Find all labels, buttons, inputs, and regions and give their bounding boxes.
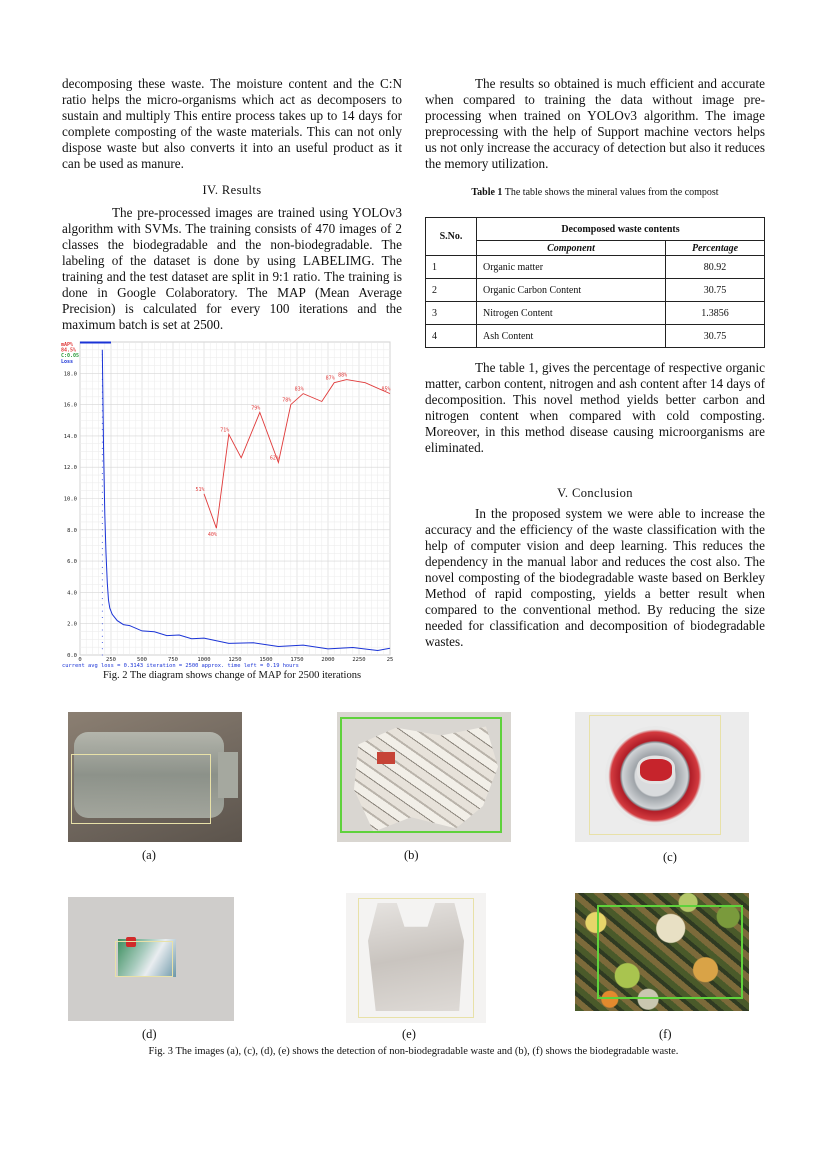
y-tick-label: 8.0: [67, 527, 77, 534]
map-data-label: 71%: [220, 427, 230, 434]
detection-box: [71, 754, 211, 824]
loss-dot: [102, 385, 103, 386]
loss-dot: [102, 586, 103, 587]
loss-dot: [102, 573, 103, 574]
row-component: Ash Content: [477, 325, 666, 348]
x-tick-label: 1750: [290, 657, 304, 663]
left-paragraph-2: The pre-processed images are trained using YOLOv3 algorithm with SVMs. The training consists of 470 images of 2 classes the biodegradable and the non-biodegradable. The labeling of the dataset is done by using LABELIMG. The training and the test dataset are split in 9:1 ratio. The training is done in Google Colaboratory. The MAP (Mean Average Precision) is calculated for every 100 iterations and the maximum batch is set at 2500.: [62, 205, 402, 332]
detection-box: [589, 715, 721, 835]
map-data-label: 87%: [325, 375, 335, 382]
row-component: Organic matter: [477, 256, 666, 279]
x-tick-label: 0: [78, 657, 82, 663]
map-data-label: 88%: [338, 372, 348, 379]
detection-box: [115, 941, 173, 977]
chart-footer: current avg loss = 0.3143 iteration = 2500 approx. time left = 0.19 hours: [62, 663, 299, 669]
loss-dot: [102, 479, 103, 480]
component-header: Component: [477, 241, 666, 256]
x-tick-label: 1500: [259, 657, 273, 663]
map-data-label: 40%: [207, 532, 217, 539]
photo-b-newspaper: [337, 712, 511, 842]
map-loss-chart: [60, 339, 392, 671]
loss-dot: [102, 492, 103, 493]
y-tick-label: 14.0: [63, 433, 77, 440]
x-tick-label: 2250: [352, 657, 366, 663]
loss-dot: [102, 442, 103, 443]
loss-dot: [102, 448, 103, 449]
loss-dot: [102, 642, 103, 643]
y-tick-label: 2.0: [67, 621, 77, 628]
legend-entry: C:0.05: [61, 353, 80, 360]
row-percentage: 30.75: [666, 325, 765, 348]
loss-dot: [102, 354, 103, 355]
loss-dot: [102, 623, 103, 624]
row-sno: 2: [426, 279, 477, 302]
chart-svg: [60, 339, 392, 671]
x-tick-label: 25: [386, 657, 394, 663]
right-paragraph-1: The results so obtained is much efficient and accurate when compared to training the data without image pre-processing when trained on YOLOv3 algorithm. The image preprocessing with the help of Support machine vectors helps us not only increase the accuracy of detection but also it reduces the memory utilization.: [425, 76, 765, 171]
row-percentage: 1.3856: [666, 302, 765, 325]
percentage-header: Percentage: [666, 241, 765, 256]
y-tick-label: 16.0: [63, 402, 77, 409]
loss-dot: [102, 604, 103, 605]
label-c: (c): [663, 850, 677, 864]
right-paragraph-3: In the proposed system we were able to increase the accuracy and the efficiency of the waste classification with the help of computer vision and deep learning. This reduces the dependency in the manual labor and reduces the cost also. The novel composting of the biodegradable waste based on Berkley Method of rapid composting, yields a better result when compared to the conventional method. By reducing the size needed for classification and decomposition of biodegradable wastes.: [425, 506, 765, 649]
loss-dot: [102, 592, 103, 593]
y-tick-label: 18.0: [63, 371, 77, 378]
x-tick-label: 750: [168, 657, 178, 663]
loss-dot: [102, 536, 103, 537]
row-sno: 3: [426, 302, 477, 325]
loss-dot: [102, 410, 103, 411]
fig2-caption: Fig. 2 The diagram shows change of MAP for 2500 iterations: [102, 670, 362, 681]
table-row: [426, 325, 765, 348]
sno-header: S.No.: [426, 218, 477, 256]
loss-dot: [102, 360, 103, 361]
loss-dot: [102, 611, 103, 612]
loss-dot: [102, 367, 103, 368]
table-row: [426, 256, 765, 279]
loss-dot: [102, 529, 103, 530]
right-column-2: [425, 360, 765, 456]
loss-dot: [102, 567, 103, 568]
loss-dot: [102, 523, 103, 524]
loss-dot: [102, 598, 103, 599]
loss-dot: [102, 561, 103, 562]
label-e: (e): [402, 1027, 416, 1041]
map-data-label: 85%: [381, 386, 391, 393]
x-tick-label: 500: [137, 657, 147, 663]
legend-entry: mAP%: [61, 342, 74, 348]
loss-dot: [102, 392, 103, 393]
loss-dot: [102, 404, 103, 405]
fig3-caption: Fig. 3 The images (a), (c), (d), (e) shows the detection of non-biodegradable waste and (b), (f) shows the biodegradable waste.: [148, 1046, 679, 1057]
loss-dot: [102, 454, 103, 455]
conclusion-heading: V. Conclusion: [557, 486, 633, 500]
group-header: Decomposed waste contents: [477, 218, 765, 241]
loss-dot: [102, 423, 103, 424]
loss-dot: [102, 636, 103, 637]
label-d: (d): [142, 1027, 157, 1041]
table-caption-text: The table shows the mineral values from the compost: [504, 187, 719, 198]
photo-e-plastic-bag: [346, 893, 486, 1023]
loss-dot: [102, 498, 103, 499]
row-percentage: 80.92: [666, 256, 765, 279]
table-caption: [425, 187, 765, 198]
map-data-label: 83%: [294, 386, 304, 393]
mineral-table: [425, 217, 765, 348]
loss-dot: [102, 629, 103, 630]
photo-f-food-waste: [575, 893, 749, 1011]
map-data-label: 79%: [251, 405, 261, 412]
left-column: [62, 76, 402, 172]
map-data-label: 62%: [269, 455, 279, 462]
loss-dot: [102, 467, 103, 468]
map-data-label: 78%: [282, 397, 292, 404]
loss-dot: [102, 548, 103, 549]
row-sno: 1: [426, 256, 477, 279]
loss-dot: [102, 460, 103, 461]
loss-dot: [102, 554, 103, 555]
label-f: (f): [659, 1027, 672, 1041]
legend-entry: Loss: [61, 358, 74, 365]
loss-dot: [102, 504, 103, 505]
right-paragraph-2: The table 1, gives the percentage of respective organic matter, carbon content, nitrogen and ash content after 14 days of decomposition. This novel method yields better carbon and nitrogen content when compared with cold composting. Moreover, in this method disease causing microorganisms are eliminated.: [425, 360, 765, 455]
loss-dot: [102, 429, 103, 430]
detection-box: [358, 898, 474, 1018]
photo-c-can: [575, 712, 749, 842]
mineral-table-wrap: [425, 217, 765, 348]
right-column: [425, 76, 765, 172]
bottle-neck: [218, 752, 238, 798]
loss-dot: [102, 485, 103, 486]
x-tick-label: 1250: [228, 657, 242, 663]
row-component: Organic Carbon Content: [477, 279, 666, 302]
loss-dot: [102, 579, 103, 580]
results-heading: IV. Results: [202, 183, 262, 197]
map-data-label: 51%: [195, 486, 205, 493]
loss-dot: [102, 373, 103, 374]
photo-a-glass-bottle: [68, 712, 242, 842]
y-tick-label: 4.0: [67, 590, 77, 597]
table-caption-label: Table 1: [471, 187, 503, 198]
loss-dot: [102, 517, 103, 518]
y-tick-label: 10.0: [63, 496, 77, 503]
left-paragraph-1: decomposing these waste. The moisture content and the C:N ratio helps the micro-organisms which act as decomposers to sustain and multiply This entire process takes up to 14 days for complete composting of the waste materials. This can not only dispose waste but also converts it into an useful product as it can be used as manure.: [62, 76, 402, 171]
x-tick-label: 250: [106, 657, 116, 663]
legend-entry: 84.5%: [61, 347, 77, 354]
left-column-2: [62, 205, 402, 333]
row-component: Nitrogen Content: [477, 302, 666, 325]
loss-dot: [102, 379, 103, 380]
loss-dot: [102, 473, 103, 474]
loss-dot: [102, 617, 103, 618]
right-column-3: [425, 506, 765, 650]
label-b: (b): [404, 848, 419, 862]
loss-dot: [102, 511, 103, 512]
label-a: (a): [142, 848, 156, 862]
x-tick-label: 2000: [321, 657, 335, 663]
loss-dot: [102, 648, 103, 649]
row-percentage: 30.75: [666, 279, 765, 302]
row-sno: 4: [426, 325, 477, 348]
detection-box: [597, 905, 743, 999]
table-row: [426, 302, 765, 325]
loss-dot: [102, 417, 103, 418]
x-tick-label: 1000: [197, 657, 211, 663]
loss-dot: [102, 542, 103, 543]
detection-box: [340, 717, 502, 833]
table-row: [426, 279, 765, 302]
y-tick-label: 6.0: [67, 559, 77, 566]
loss-dot: [102, 398, 103, 399]
loss-dot: [102, 435, 103, 436]
y-tick-label: 0.0: [67, 653, 77, 659]
photo-d-plastic: [68, 897, 234, 1021]
loss-dot: [102, 655, 103, 656]
y-tick-label: 12.0: [63, 465, 77, 472]
